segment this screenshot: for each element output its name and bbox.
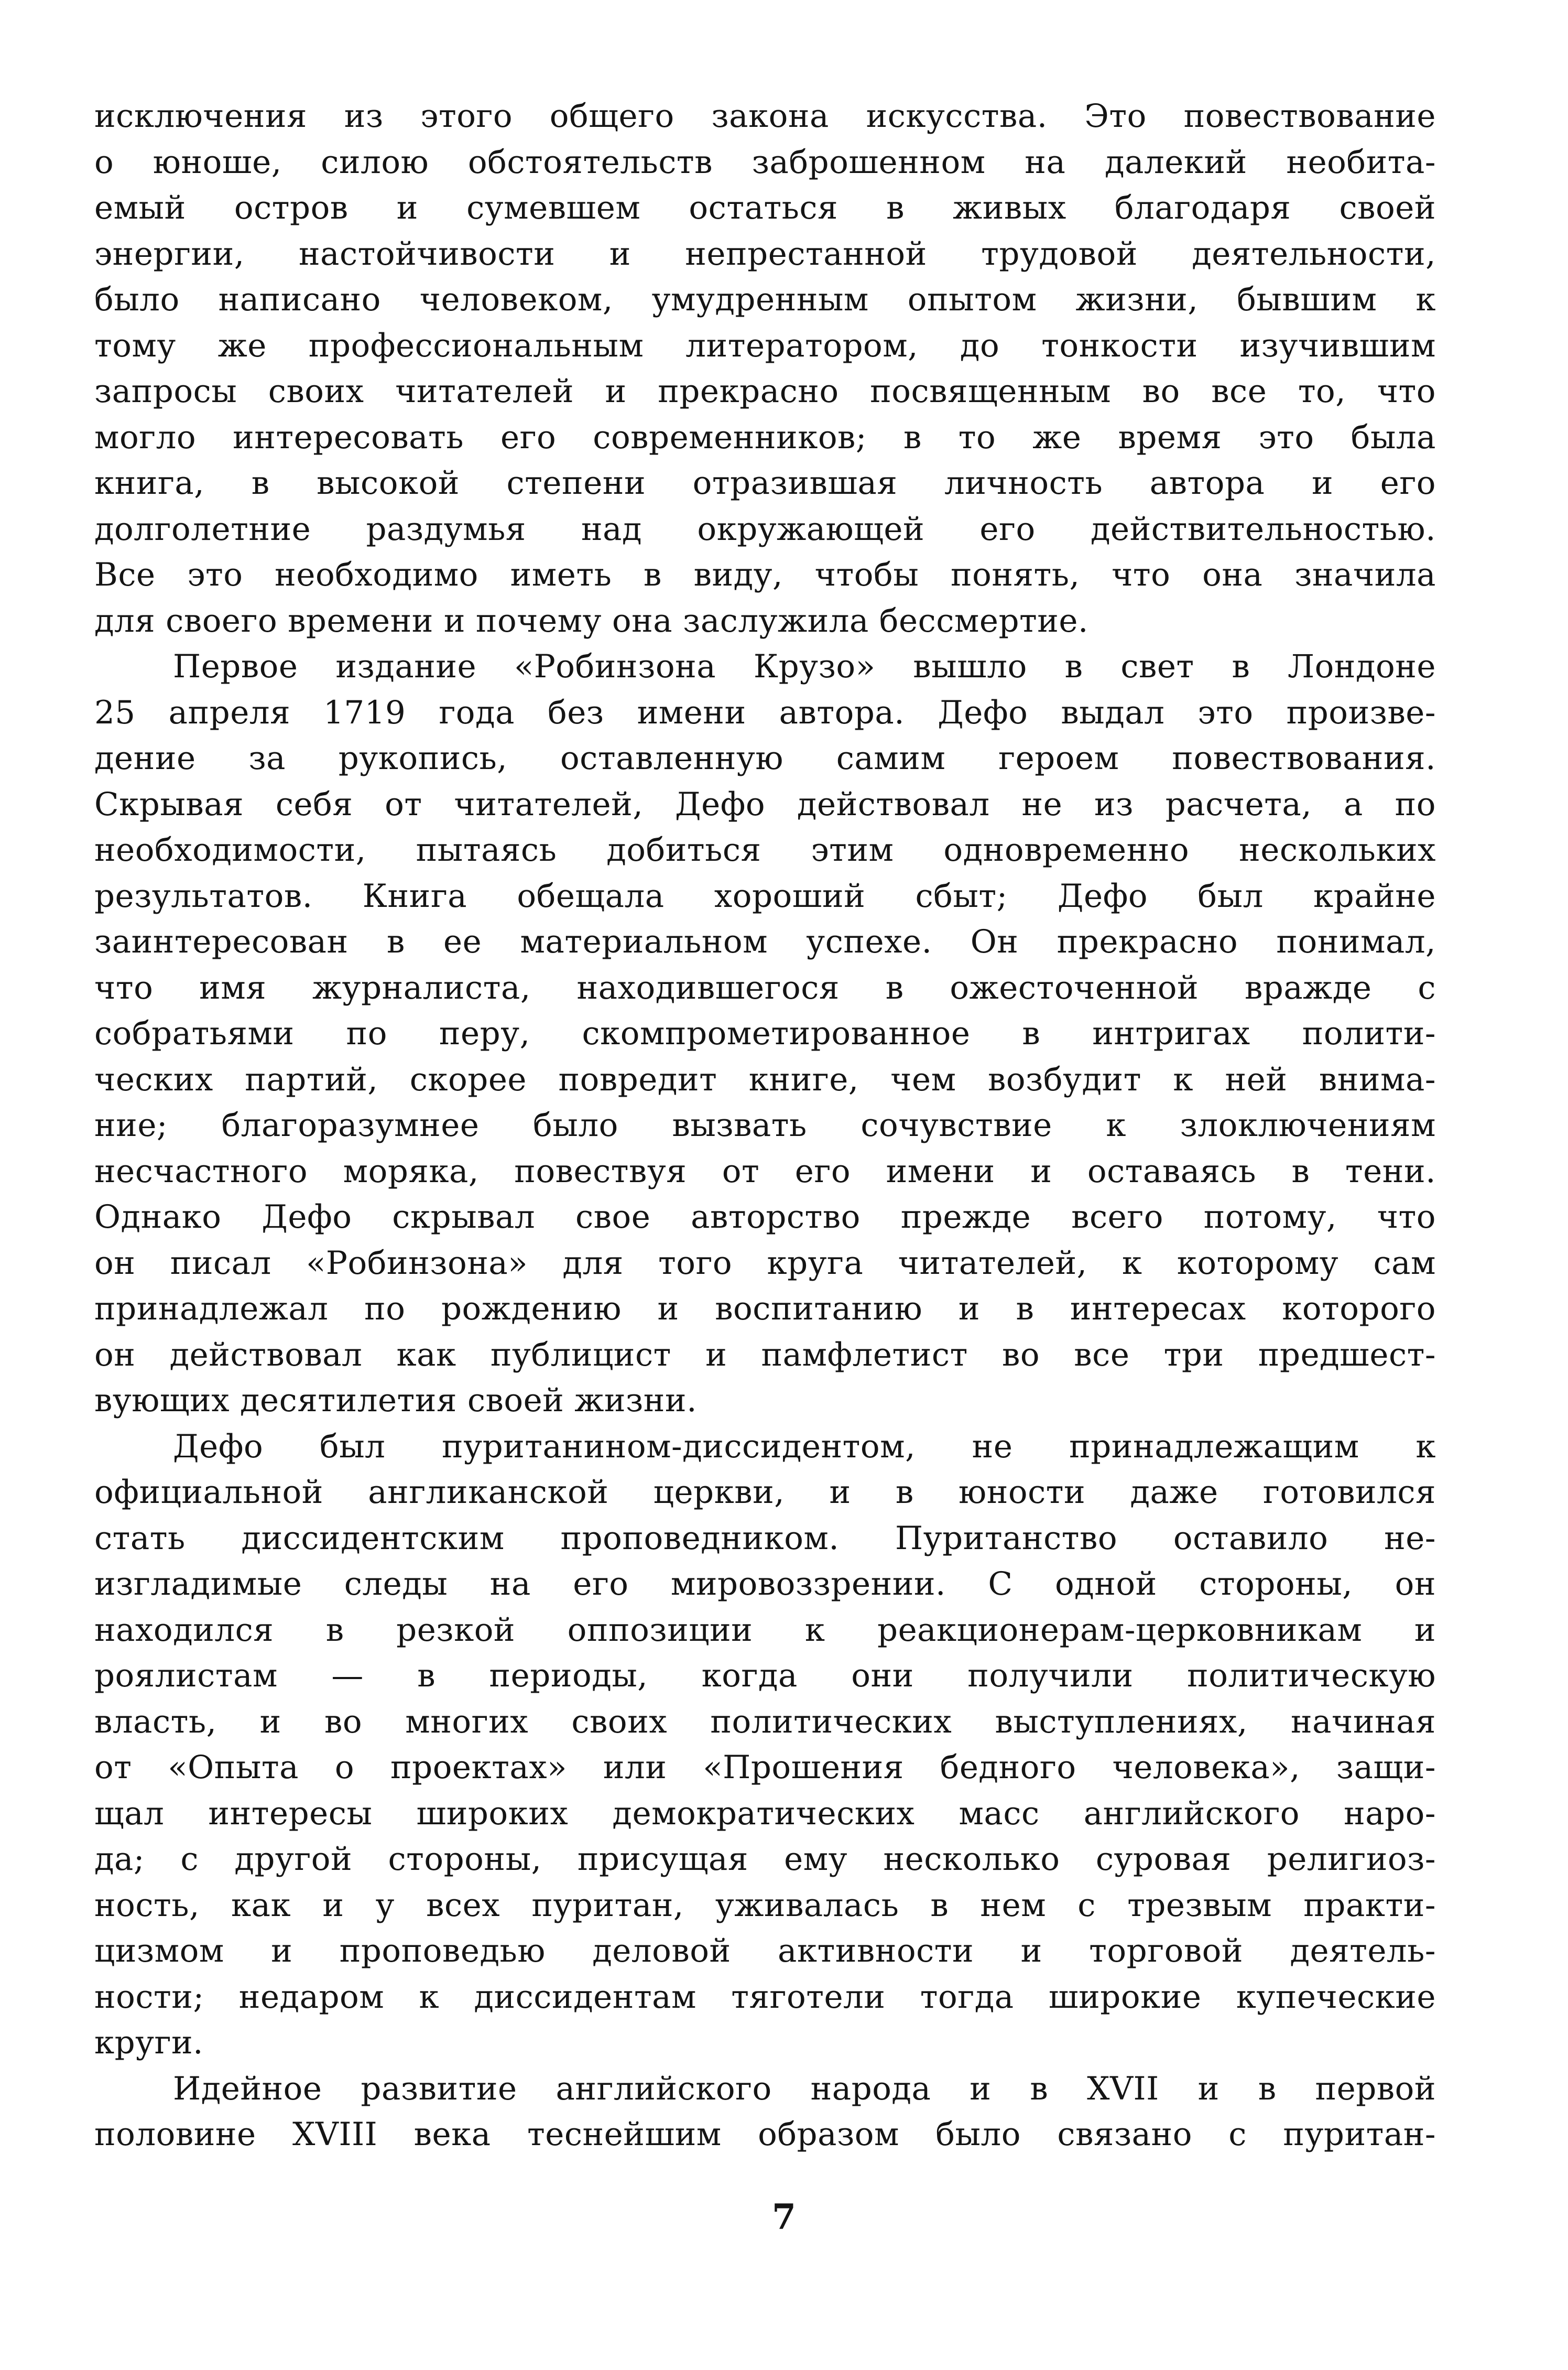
text-line: ность, как и у всех пуритан, уживалась в нем с трезвым практи- bbox=[94, 1886, 1436, 1924]
text-line: результатов. Книга обещала хороший сбыт; Дефо был крайне bbox=[94, 877, 1436, 915]
text-line: Все это необходимо иметь в виду, чтобы понять, что она значила bbox=[94, 556, 1436, 593]
text-line: официальной англиканской церкви, и в юности даже готовился bbox=[94, 1474, 1436, 1511]
text-line: власть, и во многих своих политических выступлениях, начиная bbox=[94, 1703, 1436, 1740]
text-line: половине XVIII века теснейшим образом было связано с пуритан- bbox=[94, 2116, 1436, 2153]
text-line: изгладимые следы на его мировоззрении. С одной стороны, он bbox=[94, 1565, 1436, 1603]
text-line: он действовал как публицист и памфлетист во все три предшест- bbox=[94, 1336, 1436, 1373]
paragraph bbox=[94, 1424, 1436, 2066]
text-line: ние; благоразумнее было вызвать сочувствие к злоключениям bbox=[94, 1107, 1436, 1144]
text-line: ности; недаром к диссидентам тяготели тогда широкие купеческие bbox=[94, 1978, 1436, 2016]
paragraph bbox=[94, 93, 1436, 644]
text-line: для своего времени и почему она заслужила бессмертие. bbox=[94, 602, 1088, 640]
text-line: долголетние раздумья над окружающей его действительностью. bbox=[94, 510, 1436, 548]
text-line: щал интересы широких демократических масс английского наро- bbox=[94, 1794, 1436, 1832]
text-line: принадлежал по рождению и воспитанию и в интересах которого bbox=[94, 1290, 1436, 1327]
text-line: ческих партий, скорее повредит книге, чем возбудит к ней внима- bbox=[94, 1060, 1436, 1098]
text-line: находился в резкой оппозиции к реакционерам-церковникам и bbox=[94, 1611, 1436, 1649]
text-line: собратьями по перу, скомпрометированное в интригах полити- bbox=[94, 1015, 1436, 1052]
text-line: запросы своих читателей и прекрасно посвященным во все то, что bbox=[94, 373, 1436, 410]
text-line: стать диссидентским проповедником. Пуританство оставило не- bbox=[94, 1519, 1436, 1557]
text-line: дение за рукопись, оставленную самим героем повествования. bbox=[94, 740, 1436, 777]
text-line: роялистам — в периоды, когда они получили политическую bbox=[94, 1657, 1436, 1694]
text-line: необходимости, пытаясь добиться этим одновременно нескольких bbox=[94, 831, 1436, 869]
page-number: 7 bbox=[772, 2196, 796, 2237]
paragraph bbox=[94, 644, 1436, 1424]
text-line: емый остров и сумевшем остаться в живых благодаря своей bbox=[94, 189, 1436, 226]
body-text bbox=[94, 93, 1436, 2158]
text-line: от «Опыта о проектах» или «Прошения бедного человека», защи- bbox=[94, 1749, 1436, 1786]
text-line: круги. bbox=[94, 2024, 204, 2061]
text-line: о юноше, силою обстоятельств заброшенном на далекий необита- bbox=[94, 143, 1436, 181]
text-line: могло интересовать его современников; в то же время это была bbox=[94, 418, 1436, 456]
text-line: тому же профессиональным литератором, до тонкости изучившим bbox=[94, 327, 1436, 364]
text-line: что имя журналиста, находившегося в ожесточенной вражде с bbox=[94, 969, 1436, 1007]
text-line: 25 апреля 1719 года без имени автора. Дефо выдал это произве- bbox=[94, 694, 1436, 731]
text-line: вующих десятилетия своей жизни. bbox=[94, 1382, 697, 1419]
text-line: Идейное развитие английского народа и в XVII и в первой bbox=[173, 2070, 1436, 2107]
text-line: он писал «Робинзона» для того круга читателей, к которому сам bbox=[94, 1244, 1436, 1282]
text-line: было написано человеком, умудренным опытом жизни, бывшим к bbox=[94, 281, 1436, 318]
text-line: да; с другой стороны, присущая ему несколько суровая религиоз- bbox=[94, 1841, 1436, 1878]
text-line: исключения из этого общего закона искусства. Это повествование bbox=[94, 98, 1436, 135]
text-line: Первое издание «Робинзона Крузо» вышло в свет в Лондоне bbox=[173, 648, 1436, 685]
text-line: Дефо был пуританином-диссидентом, не принадлежащим к bbox=[173, 1427, 1436, 1465]
text-line: заинтересован в ее материальном успехе. Он прекрасно понимал, bbox=[94, 923, 1436, 960]
text-line: Скрывая себя от читателей, Дефо действовал не из расчета, а по bbox=[94, 785, 1436, 823]
text-line: книга, в высокой степени отразившая личность автора и его bbox=[94, 464, 1436, 502]
text-line: Однако Дефо скрывал свое авторство прежде всего потому, что bbox=[94, 1198, 1436, 1236]
text-line: несчастного моряка, повествуя от его имени и оставаясь в тени. bbox=[94, 1152, 1436, 1190]
paragraph bbox=[94, 2066, 1436, 2158]
text-line: энергии, настойчивости и непрестанной трудовой деятельности, bbox=[94, 235, 1436, 273]
text-line: цизмом и проповедью деловой активности и торговой деятель- bbox=[94, 1932, 1436, 1969]
